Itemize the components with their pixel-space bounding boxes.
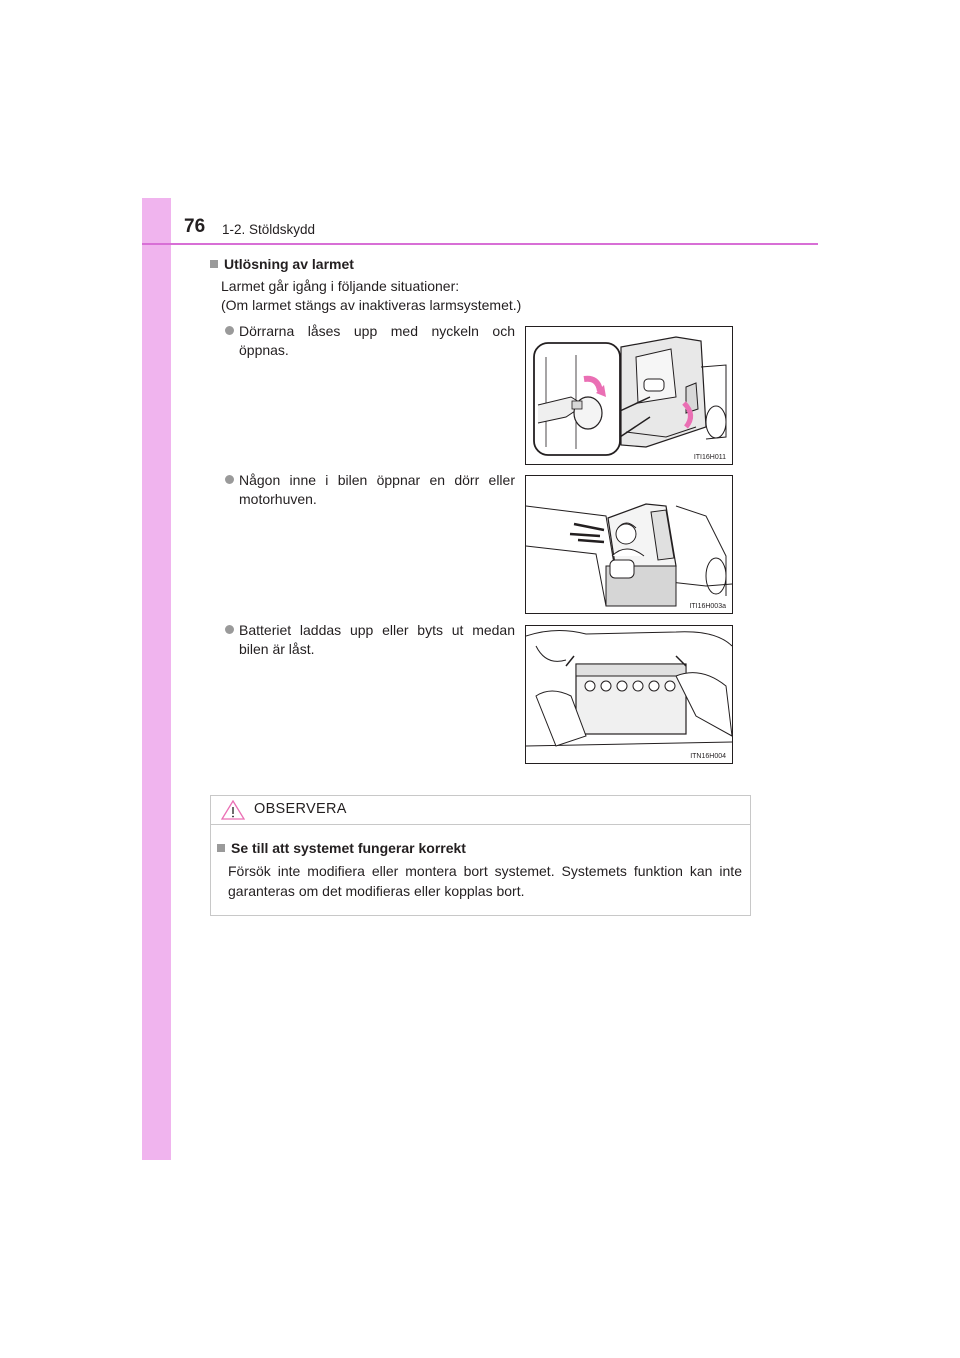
list-item-text: Batteriet laddas upp eller byts ut medan bilen är låst. [239, 622, 515, 657]
notice-box [210, 795, 751, 916]
notice-heading [217, 839, 742, 857]
header-divider [142, 243, 818, 245]
notice-body [211, 825, 750, 901]
notice-heading-text: Se till att systemet fungerar korrekt [231, 840, 466, 856]
intro-text [221, 277, 750, 315]
section-heading [210, 255, 750, 273]
list-item-text: Dörrarna låses upp med nyckeln och öppnas. [239, 323, 515, 358]
battery-illustration [525, 625, 733, 764]
section-heading-text: Utlösning av larmet [224, 256, 354, 272]
person-in-car-illustration [525, 475, 733, 614]
thumb-index-sidebar [142, 198, 171, 1160]
door-unlock-illustration [525, 326, 733, 465]
notice-text: Försök inte modifiera eller montera bort systemet. Systemets funktion kan inte garanteras om det modifieras eller kopplas bort. [228, 863, 742, 899]
warning-triangle-icon [221, 800, 245, 820]
square-bullet-icon [210, 260, 218, 268]
figure-code: ITI16H011 [693, 454, 726, 461]
list-item [225, 621, 515, 659]
square-bullet-icon [217, 844, 225, 852]
list-item-text: Någon inne i bilen öppnar en dörr eller motorhuven. [239, 472, 515, 507]
list-item [225, 471, 515, 509]
notice-header [211, 796, 750, 825]
bullet-icon [225, 625, 234, 634]
intro-line-1: Larmet går igång i följande situationer: [221, 278, 460, 294]
list-item [225, 322, 515, 360]
intro-line-2: (Om larmet stängs av inaktiveras larmsystemet.) [221, 297, 522, 313]
notice-title: OBSERVERA [254, 801, 347, 817]
bullet-icon [225, 475, 234, 484]
figure-code: ITN16H004 [690, 753, 726, 760]
bullet-icon [225, 326, 234, 335]
figure-code: ITI16H003a [689, 603, 726, 610]
main-content [210, 255, 750, 315]
page-number: 76 [184, 216, 206, 237]
section-title: 1-2. Stöldskydd [222, 222, 316, 237]
